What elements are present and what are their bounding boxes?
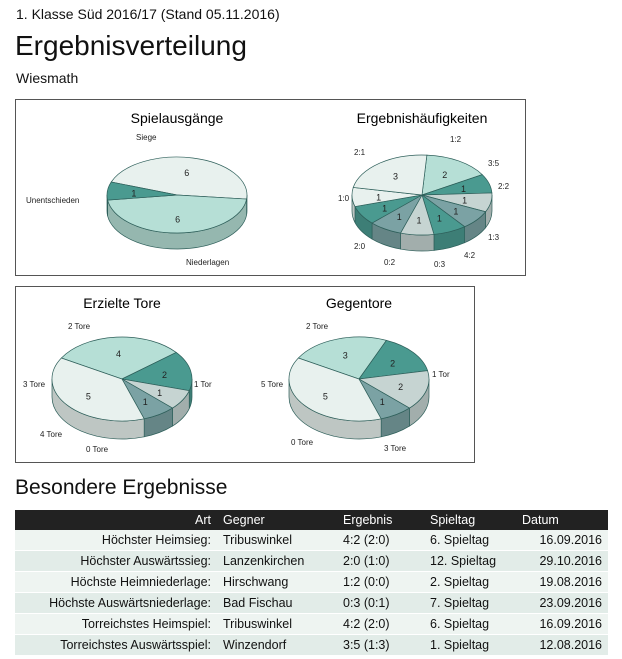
column-header-gegner: Gegner: [217, 510, 337, 530]
pie-value-label: 1: [379, 397, 385, 408]
cell-ergebnis: 4:2 (2:0): [337, 530, 424, 551]
pie-category-label: Niederlagen: [186, 258, 230, 267]
cell-gegner: Lanzenkirchen: [217, 551, 337, 572]
cell-gegner: Tribuswinkel: [217, 614, 337, 635]
cell-datum: 19.08.2016: [516, 572, 608, 593]
pie-category-label: 0 Tore: [291, 438, 314, 447]
cell-ergebnis: 1:2 (0:0): [337, 572, 424, 593]
cell-datum: 16.09.2016: [516, 530, 608, 551]
cell-spieltag: 7. Spieltag: [424, 593, 516, 614]
pie-value-label: 6: [175, 214, 181, 225]
chart-title-spielausgaenge: Spielausgänge: [130, 110, 224, 126]
pie-category-label: 2:0: [354, 242, 366, 251]
pie-category-label: 1:0: [338, 194, 350, 203]
cell-art: Höchste Heimniederlage:: [15, 572, 217, 593]
cell-art: Höchster Auswärtssieg:: [15, 551, 217, 572]
pie-value-label: 1: [376, 192, 382, 203]
pie-category-label: 0:2: [384, 258, 396, 267]
cell-spieltag: 2. Spieltag: [424, 572, 516, 593]
special-results-table: [15, 510, 608, 656]
cell-gegner: Tribuswinkel: [217, 530, 337, 551]
pie-value-label: 4: [115, 349, 122, 360]
pie-value-label: 6: [184, 168, 190, 179]
cell-datum: 16.09.2016: [516, 614, 608, 635]
cell-datum: 29.10.2016: [516, 551, 608, 572]
pie-value-label: 1: [462, 195, 468, 206]
table-row: [15, 614, 608, 635]
table-row: [15, 551, 608, 572]
pie-value-label: 3: [393, 171, 399, 182]
cell-ergebnis: 0:3 (0:1): [337, 593, 424, 614]
pie-category-label: Siege: [136, 133, 157, 142]
table-row: [15, 635, 608, 656]
pie-value-label: 1: [436, 213, 442, 224]
pie-category-label: 3:5: [488, 159, 500, 168]
section-title-besondere-ergebnisse: Besondere Ergebnisse: [15, 476, 228, 499]
pie-category-label: 1 Tor: [194, 380, 212, 389]
pie-erzielte-tore: [23, 322, 212, 454]
pie-value-label: 1: [453, 206, 459, 217]
pie-value-label: 5: [85, 391, 91, 402]
cell-gegner: Bad Fischau: [217, 593, 337, 614]
cell-art: Torreichstes Auswärtsspiel:: [15, 635, 217, 656]
page-title: Ergebnisverteilung: [15, 30, 247, 61]
pie-category-label: 0:3: [434, 260, 446, 269]
chart-box-bottom: [15, 286, 475, 463]
pie-category-label: 2:2: [498, 182, 510, 191]
pie-value-label: 1: [396, 212, 402, 223]
pie-value-label: 2: [162, 369, 168, 380]
table-row: [15, 530, 608, 551]
table-row: [15, 593, 608, 614]
pie-category-label: Unentschieden: [26, 196, 80, 205]
pie-value-label: 1: [142, 397, 148, 408]
pie-value-label: 5: [322, 391, 328, 402]
pie-category-label: 2 Tore: [306, 322, 329, 331]
pie-gegentore: [261, 322, 450, 453]
pie-value-label: 2: [390, 358, 396, 369]
table-row: [15, 572, 608, 593]
pie-category-label: 1 Tor: [432, 370, 450, 379]
pie-category-label: 1:2: [450, 135, 462, 144]
chart-title-erzielte-tore: Erzielte Tore: [83, 295, 161, 311]
pie-category-label: 4 Tore: [40, 430, 63, 439]
pie-category-label: 0 Tore: [86, 445, 109, 454]
cell-ergebnis: 2:0 (1:0): [337, 551, 424, 572]
chart-title-ergebnishaeufigkeiten: Ergebnishäufigkeiten: [356, 110, 488, 126]
cell-spieltag: 1. Spieltag: [424, 635, 516, 656]
pie-ergebnishaeufigkeiten: [338, 135, 510, 269]
table-header-row: [15, 510, 608, 530]
cell-datum: 23.09.2016: [516, 593, 608, 614]
pie-category-label: 2 Tore: [68, 322, 91, 331]
pie-value-label: 1: [131, 188, 137, 199]
cell-art: Höchste Auswärtsniederlage:: [15, 593, 217, 614]
pie-category-label: 2:1: [354, 148, 366, 157]
cell-gegner: Winzendorf: [217, 635, 337, 656]
pie-value-label: 1: [157, 388, 163, 399]
cell-spieltag: 12. Spieltag: [424, 551, 516, 572]
pie-category-label: 3 Tore: [384, 444, 407, 453]
chart-box-top: [15, 99, 526, 276]
cell-spieltag: 6. Spieltag: [424, 614, 516, 635]
column-header-datum: Datum: [516, 510, 608, 530]
pie-value-label: 3: [342, 350, 348, 361]
column-header-spieltag: Spieltag: [424, 510, 516, 530]
league-subheading: 1. Klasse Süd 2016/17 (Stand 05.11.2016): [16, 6, 280, 22]
pie-spielausgaenge: [26, 133, 247, 267]
pie-category-label: 3 Tore: [23, 380, 46, 389]
column-header-art: Art: [15, 510, 217, 530]
pie-value-label: 2: [398, 382, 404, 393]
pie-category-label: 4:2: [464, 251, 476, 260]
pie-category-label: 1:3: [488, 233, 500, 242]
cell-spieltag: 6. Spieltag: [424, 530, 516, 551]
cell-gegner: Hirschwang: [217, 572, 337, 593]
pie-value-label: 1: [382, 203, 388, 214]
cell-ergebnis: 4:2 (2:0): [337, 614, 424, 635]
pie-value-label: 1: [461, 183, 467, 194]
pie-slice-side: [401, 233, 434, 251]
cell-ergebnis: 3:5 (1:3): [337, 635, 424, 656]
pie-category-label: 5 Tore: [261, 380, 284, 389]
pie-value-label: 2: [442, 169, 448, 180]
column-header-ergebnis: Ergebnis: [337, 510, 424, 530]
cell-art: Torreichstes Heimspiel:: [15, 614, 217, 635]
pie-value-label: 1: [416, 215, 422, 226]
club-name: Wiesmath: [16, 70, 79, 86]
cell-art: Höchster Heimsieg:: [15, 530, 217, 551]
cell-datum: 12.08.2016: [516, 635, 608, 656]
chart-title-gegentore: Gegentore: [325, 295, 393, 311]
